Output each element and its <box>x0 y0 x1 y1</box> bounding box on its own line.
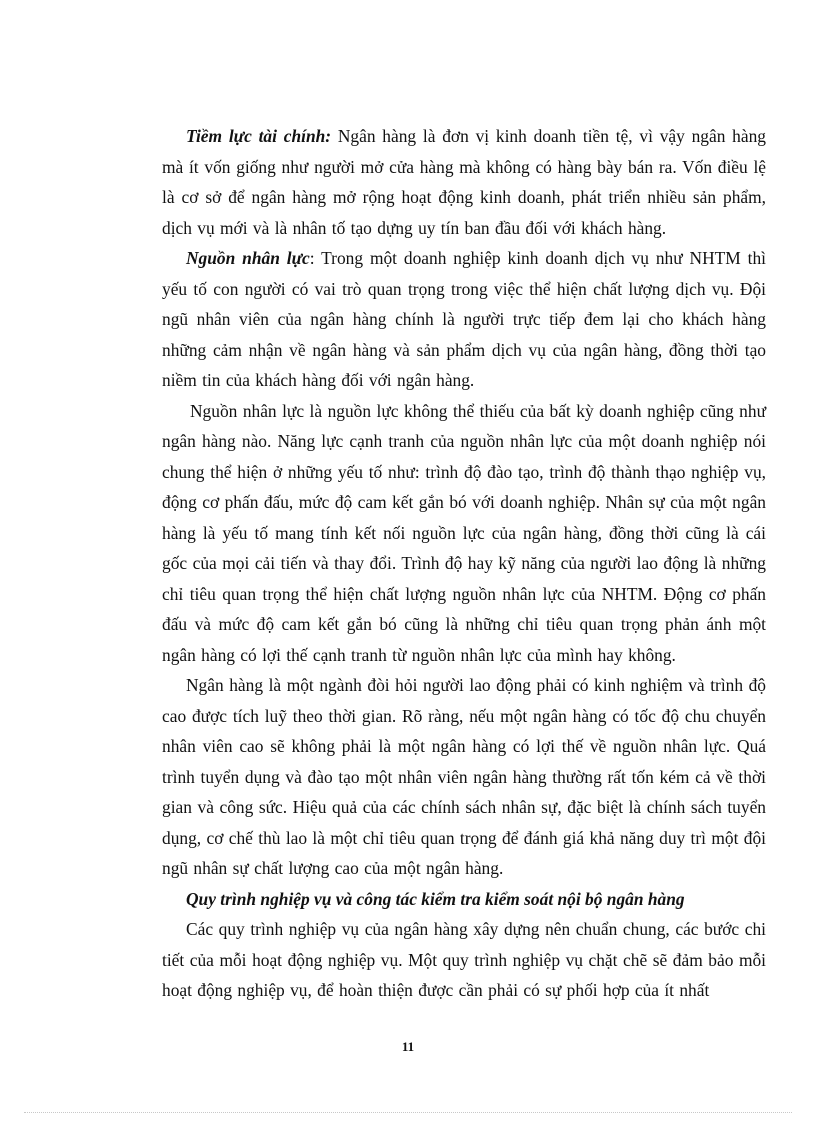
paragraph-text-human-resources: : Trong một doanh nghiệp kinh doanh dịch vụ như NHTM thì yếu tố con người có vai trò quan trọng trong việc thể hiện chất lượng dịch vụ. Đội ngũ nhân viên của ngân hàng chính là người trực tiếp đem lại cho khách hàng những cảm nhận về ngân hàng và sản phẩm dịch vụ của ngân hàng, đồng thời tạo niềm tin của khách hàng đối với ngân hàng. <box>162 248 766 390</box>
paragraph-text-human-resources-detail: Nguồn nhân lực là nguồn lực không thể thiếu của bất kỳ doanh nghiệp cũng như ngân hàng nào. Năng lực cạnh tranh của nguồn nhân lực của một doanh nghiệp nói chung thể hiện ở những yếu tố như: trình độ đào tạo, trình độ thành thạo nghiệp vụ, động cơ phấn đấu, mức độ cam kết gắn bó với doanh nghiệp. Nhân sự của một ngân hàng là yếu tố mang tính kết nối nguồn lực của ngân hàng, đồng thời cũng là cái gốc của mọi cải tiến và thay đổi. Trình độ hay kỹ năng của người lao động là những chỉ tiêu quan trọng thể hiện chất lượng nguồn nhân lực của NHTM. Động cơ phấn đấu và mức độ cam kết gắn bó cũng là những chỉ tiêu quan trọng phản ánh một ngân hàng có lợi thế cạnh tranh từ nguồn nhân lực của mình hay không. <box>162 400 766 665</box>
paragraph-lead-financial-capacity: Tiềm lực tài chính: <box>186 126 332 146</box>
paragraph-human-resources-detail <box>162 396 766 671</box>
paragraph-financial-capacity <box>162 121 766 243</box>
paragraph-text-banking-experience: Ngân hàng là một ngành đòi hỏi người lao động phải có kinh nghiệm và trình độ cao được tích luỹ theo thời gian. Rõ ràng, nếu một ngân hàng có tốc độ chu chuyển nhân viên cao sẽ không phải là một ngân hàng có lợi thế về nguồn nhân lực. Quá trình tuyển dụng và đào tạo một nhân viên ngân hàng thường rất tốn kém cả về thời gian và công sức. Hiệu quả của các chính sách nhân sự, đặc biệt là chính sách tuyển dụng, cơ chế thù lao là một chỉ tiêu quan trọng để đánh giá khả năng duy trì một đội ngũ nhân sự chất lượng cao của một ngân hàng. <box>162 675 766 878</box>
paragraph-human-resources <box>162 243 766 396</box>
paragraph-banking-experience <box>162 670 766 884</box>
document-body <box>162 121 766 1006</box>
page-number: 11 <box>401 1039 415 1054</box>
section-heading: Quy trình nghiệp vụ và công tác kiểm tra kiểm soát nội bộ ngân hàng <box>186 888 685 909</box>
paragraph-business-process <box>162 914 766 1006</box>
page-bottom-divider <box>24 1112 792 1113</box>
paragraph-text-business-process: Các quy trình nghiệp vụ của ngân hàng xây dựng nên chuẩn chung, các bước chi tiết của mỗi hoạt động nghiệp vụ. Một quy trình nghiệp vụ chặt chẽ sẽ đảm bảo mỗi hoạt động nghiệp vụ, để hoàn thiện được cần phải có sự phối hợp của ít nhất <box>162 919 766 1000</box>
paragraph-lead-human-resources: Nguồn nhân lực <box>186 248 310 268</box>
paragraph-text-financial-capacity: Ngân hàng là đơn vị kinh doanh tiền tệ, vì vậy ngân hàng mà ít vốn giống như người mở cửa hàng mà không có hàng bày bán ra. Vốn điều lệ là cơ sở để ngân hàng mở rộng hoạt động kinh doanh, phát triển nhiều sản phẩm, dịch vụ mới và là nhân tố tạo dựng uy tín ban đầu đối với khách hàng. <box>162 126 766 238</box>
